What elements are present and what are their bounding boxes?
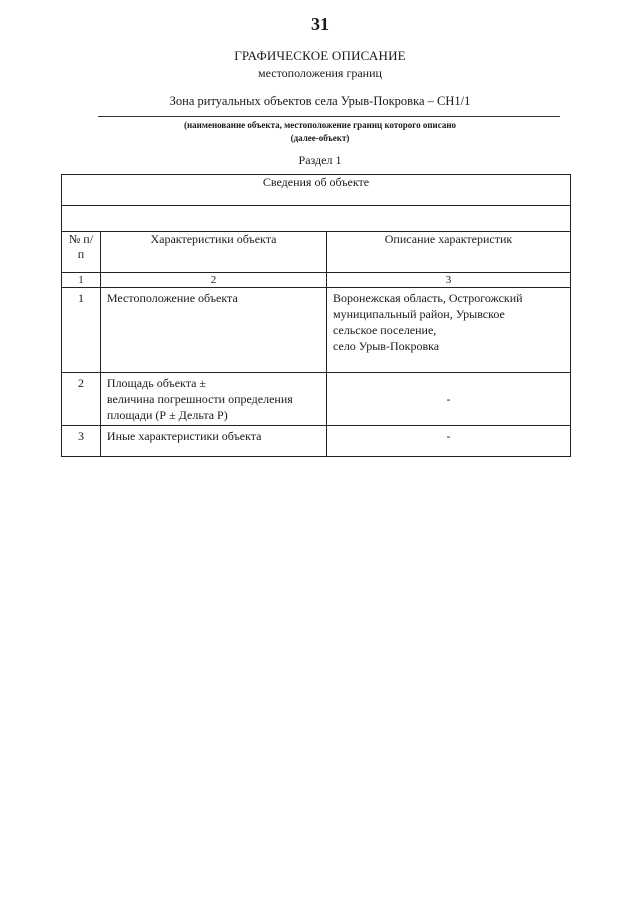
row-description [327,373,571,426]
table-header-row [62,175,571,206]
column-header-num-text: № п/п [68,232,94,261]
table-header: Сведения об объекте [62,175,571,206]
description-line: - [446,391,451,406]
row-characteristic-text [101,373,326,425]
row-number-text: 1 [77,291,84,305]
table-row [62,373,571,426]
row-characteristic-text [101,426,326,446]
document-subtitle: местоположения границ [258,66,382,80]
row-description [327,288,571,373]
column-header-row [62,232,571,273]
table-empty-cell [62,206,571,232]
table-row [62,426,571,457]
row-description-text [327,288,570,356]
description-line: село Урыв-Покровка [333,339,440,353]
column-number-2: 2 [100,273,326,288]
characteristic-line: Площадь объекта ± [106,376,207,390]
column-number-1: 1 [62,273,101,288]
object-info-table [61,174,571,457]
document-title: ГРАФИЧЕСКОЕ ОПИСАНИЕ [234,48,406,63]
description-line: муниципальный район, Урывское [333,307,505,321]
column-number-3: 3 [327,273,571,288]
characteristic-line: Иные характеристики объекта [106,429,262,443]
column-header-num [62,232,101,273]
description-line: Воронежская область, Острогожский [333,291,523,305]
row-characteristic [100,373,326,426]
caption-line-1: (наименование объекта, местоположение границ которого описано [183,120,457,130]
object-name-caption [0,119,640,145]
object-name: Зона ритуальных объектов села Урыв-Покровка – СН1/1 [169,94,471,108]
characteristic-line: Местоположение объекта [106,291,238,305]
characteristic-line: площади (Р ± Дельта Р) [106,408,228,422]
row-number [62,426,101,457]
row-description [327,426,571,457]
characteristic-line: величина погрешности определения [106,392,293,406]
row-number [62,373,101,426]
table-row [62,288,571,373]
column-header-characteristics: Характеристики объекта [100,232,326,273]
row-characteristic [100,426,326,457]
table-empty-row [62,206,571,232]
row-number-text: 3 [77,429,84,443]
description-line: - [446,429,451,443]
description-line: сельское поселение, [333,323,437,337]
section-label: Раздел 1 [298,153,342,167]
page-number: 31 [311,14,329,34]
row-number [62,288,101,373]
row-characteristic [100,288,326,373]
row-characteristic-text [101,288,326,308]
caption-line-2: (далее-объект) [290,133,350,143]
column-header-description: Описание характеристик [327,232,571,273]
row-number-text: 2 [77,376,84,390]
column-number-row [62,273,571,288]
object-name-underline [98,116,560,117]
